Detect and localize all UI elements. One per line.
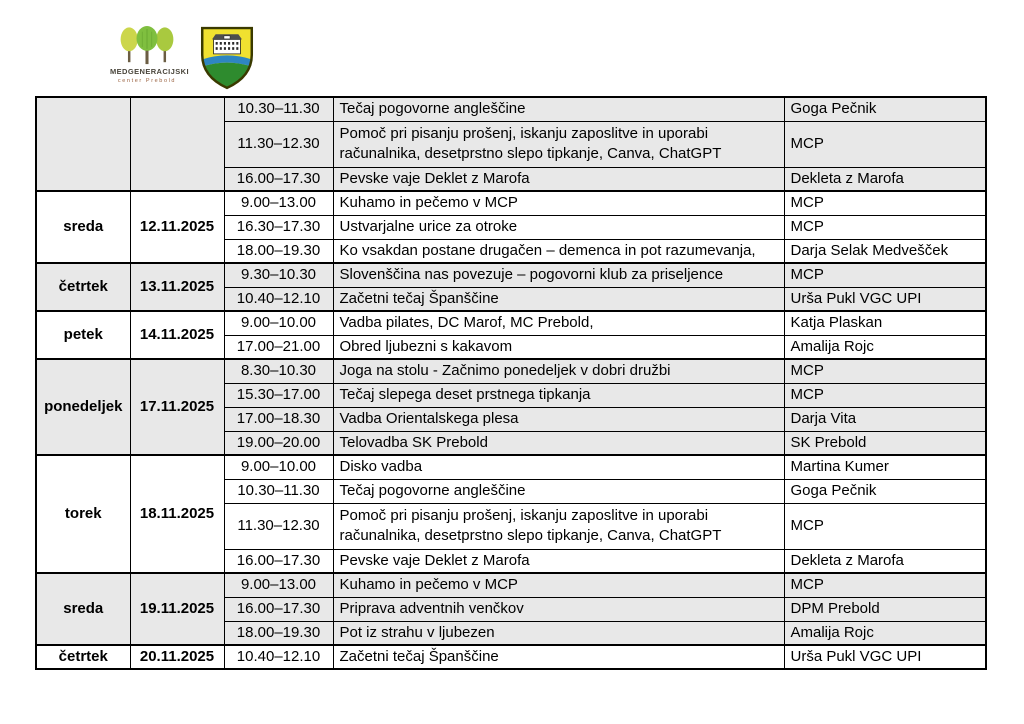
organizer-cell: DPM Prebold xyxy=(784,597,986,621)
organizer-cell: MCP xyxy=(784,383,986,407)
trees-icon xyxy=(116,26,178,66)
activity-cell: Ko vsakdan postane drugačen – demenca in pot razumevanja, xyxy=(333,239,784,263)
time-cell: 9.00–10.00 xyxy=(224,311,333,335)
activity-cell: Joga na stolu - Začnimo ponedeljek v dobri družbi xyxy=(333,359,784,383)
time-cell: 17.00–21.00 xyxy=(224,335,333,359)
time-cell: 16.00–17.30 xyxy=(224,597,333,621)
activity-cell: Telovadba SK Prebold xyxy=(333,431,784,455)
organizer-cell: Darja Selak Medvešček xyxy=(784,239,986,263)
time-cell: 11.30–12.30 xyxy=(224,503,333,549)
time-cell: 10.30–11.30 xyxy=(224,97,333,121)
organizer-cell: MCP xyxy=(784,503,986,549)
organizer-cell: Dekleta z Marofa xyxy=(784,549,986,573)
organizer-cell: Goga Pečnik xyxy=(784,97,986,121)
mcp-logo-subtitle: center Prebold xyxy=(117,78,177,84)
activity-cell: Kuhamo in pečemo v MCP xyxy=(333,573,784,597)
organizer-cell: Amalija Rojc xyxy=(784,621,986,645)
organizer-cell: MCP xyxy=(784,191,986,215)
organizer-cell: MCP xyxy=(784,215,986,239)
activity-cell: Pevske vaje Deklet z Marofa xyxy=(333,167,784,191)
organizer-cell: Martina Kumer xyxy=(784,455,986,479)
activity-cell: Ustvarjalne urice za otroke xyxy=(333,215,784,239)
time-cell: 18.00–19.30 xyxy=(224,239,333,263)
mcp-logo-title: MEDGENERACIJSKI xyxy=(110,67,189,76)
table-row xyxy=(36,311,986,335)
table-row xyxy=(36,97,986,121)
time-cell: 15.30–17.00 xyxy=(224,383,333,407)
activity-cell: Priprava adventnih venčkov xyxy=(333,597,784,621)
activity-cell: Tečaj slepega deset prstnega tipkanja xyxy=(333,383,784,407)
mcp-logo xyxy=(110,26,189,84)
day-cell: četrtek xyxy=(36,645,130,669)
header-logos xyxy=(110,26,254,90)
time-cell: 17.00–18.30 xyxy=(224,407,333,431)
table-row xyxy=(36,455,986,479)
time-cell: 10.40–12.10 xyxy=(224,287,333,311)
prebold-coat-of-arms-icon xyxy=(200,26,254,90)
date-cell: 19.11.2025 xyxy=(130,573,224,645)
activity-cell: Začetni tečaj Španščine xyxy=(333,645,784,669)
organizer-cell: MCP xyxy=(784,121,986,167)
time-cell: 16.00–17.30 xyxy=(224,167,333,191)
organizer-cell: Urša Pukl VGC UPI xyxy=(784,287,986,311)
date-cell: 17.11.2025 xyxy=(130,359,224,455)
date-cell: 12.11.2025 xyxy=(130,191,224,263)
date-cell: 14.11.2025 xyxy=(130,311,224,359)
date-cell: 18.11.2025 xyxy=(130,455,224,573)
weekly-schedule-table xyxy=(35,96,987,670)
organizer-cell: MCP xyxy=(784,573,986,597)
time-cell: 16.30–17.30 xyxy=(224,215,333,239)
activity-cell: Disko vadba xyxy=(333,455,784,479)
organizer-cell: Katja Plaskan xyxy=(784,311,986,335)
day-cell: ponedeljek xyxy=(36,359,130,455)
organizer-cell: SK Prebold xyxy=(784,431,986,455)
date-cell xyxy=(130,97,224,191)
organizer-cell: MCP xyxy=(784,359,986,383)
table-row xyxy=(36,263,986,287)
table-row xyxy=(36,191,986,215)
activity-cell: Kuhamo in pečemo v MCP xyxy=(333,191,784,215)
table-row xyxy=(36,359,986,383)
time-cell: 11.30–12.30 xyxy=(224,121,333,167)
day-cell: sreda xyxy=(36,191,130,263)
time-cell: 10.40–12.10 xyxy=(224,645,333,669)
activity-cell: Tečaj pogovorne angleščine xyxy=(333,479,784,503)
time-cell: 19.00–20.00 xyxy=(224,431,333,455)
day-cell xyxy=(36,97,130,191)
day-cell: sreda xyxy=(36,573,130,645)
organizer-cell: Amalija Rojc xyxy=(784,335,986,359)
activity-cell: Tečaj pogovorne angleščine xyxy=(333,97,784,121)
activity-cell: Vadba Orientalskega plesa xyxy=(333,407,784,431)
organizer-cell: Goga Pečnik xyxy=(784,479,986,503)
activity-cell: Pomoč pri pisanju prošenj, iskanju zaposlitve in uporabi računalnika, desetprstno slepo tipkanje, Canva, ChatGPT xyxy=(333,503,784,549)
activity-cell: Pomoč pri pisanju prošenj, iskanju zaposlitve in uporabi računalnika, desetprstno slepo tipkanje, Canva, ChatGPT xyxy=(333,121,784,167)
day-cell: petek xyxy=(36,311,130,359)
activity-cell: Vadba pilates, DC Marof, MC Prebold, xyxy=(333,311,784,335)
date-cell: 13.11.2025 xyxy=(130,263,224,311)
organizer-cell: Dekleta z Marofa xyxy=(784,167,986,191)
time-cell: 16.00–17.30 xyxy=(224,549,333,573)
time-cell: 18.00–19.30 xyxy=(224,621,333,645)
day-cell: torek xyxy=(36,455,130,573)
table-row xyxy=(36,645,986,669)
day-cell: četrtek xyxy=(36,263,130,311)
time-cell: 9.00–13.00 xyxy=(224,191,333,215)
organizer-cell: MCP xyxy=(784,263,986,287)
time-cell: 9.00–13.00 xyxy=(224,573,333,597)
time-cell: 9.00–10.00 xyxy=(224,455,333,479)
activity-cell: Začetni tečaj Španščine xyxy=(333,287,784,311)
organizer-cell: Urša Pukl VGC UPI xyxy=(784,645,986,669)
activity-cell: Pot iz strahu v ljubezen xyxy=(333,621,784,645)
activity-cell: Slovenščina nas povezuje – pogovorni klub za priseljence xyxy=(333,263,784,287)
table-row xyxy=(36,573,986,597)
time-cell: 10.30–11.30 xyxy=(224,479,333,503)
time-cell: 8.30–10.30 xyxy=(224,359,333,383)
activity-cell: Pevske vaje Deklet z Marofa xyxy=(333,549,784,573)
date-cell: 20.11.2025 xyxy=(130,645,224,669)
organizer-cell: Darja Vita xyxy=(784,407,986,431)
activity-cell: Obred ljubezni s kakavom xyxy=(333,335,784,359)
time-cell: 9.30–10.30 xyxy=(224,263,333,287)
